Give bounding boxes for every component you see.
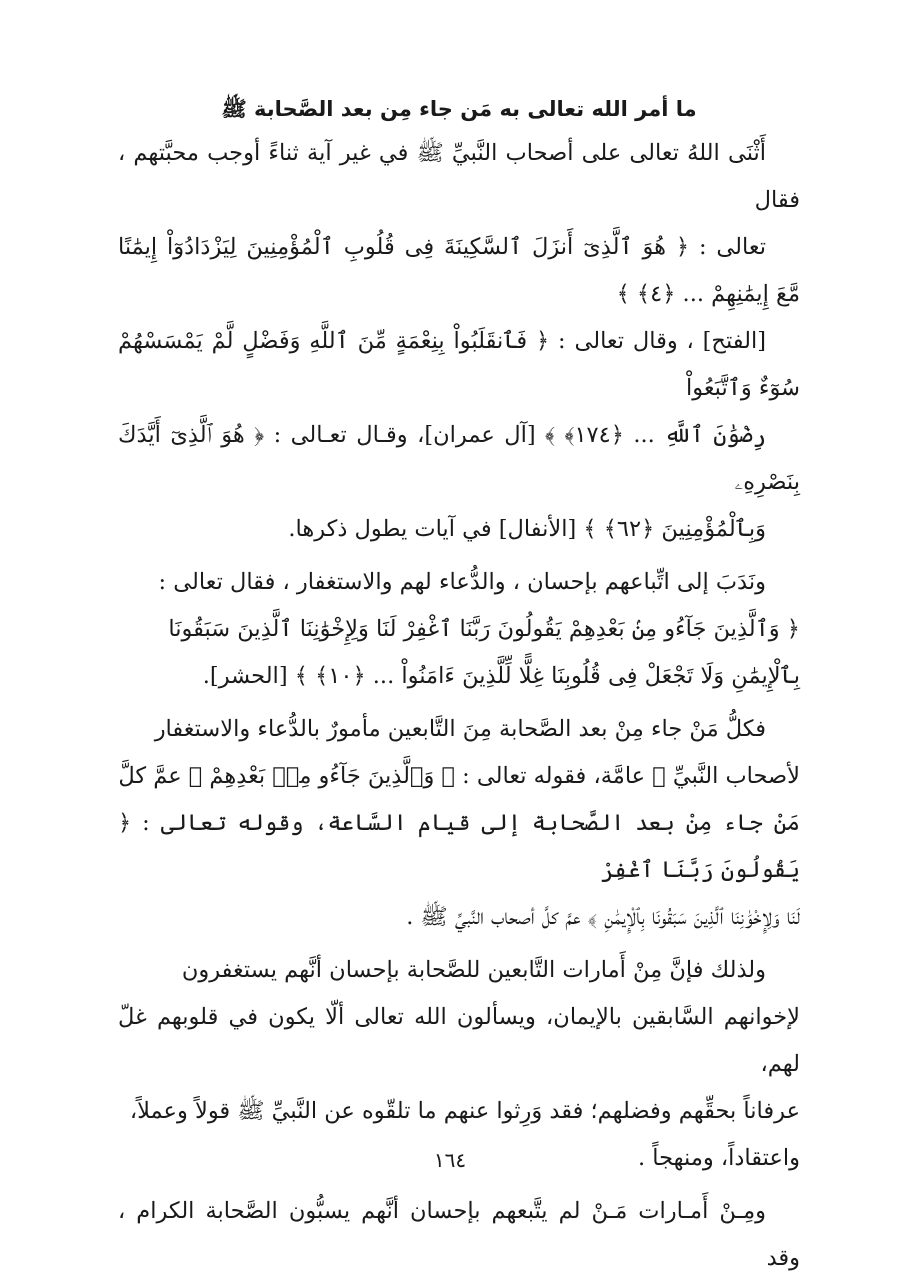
text-line: مَنْ جاء مِنْ بعد الصَّحابة إلى قيام السَّاعة، وقوله تعالى : ﴿ يَقُولُونَ رَبَّنَا ٱغْفِرْ — [118, 810, 800, 883]
text-line: وَبِٱلْمُؤْمِنِينَ ﴿٦٢﴾ ﴾ [الأنفال] في آيات يطول ذكرها. — [288, 516, 766, 542]
paragraph-opponents — [118, 1188, 800, 1282]
text-line: رِضْوَٰنَ ٱللَّهِ ... ﴿١٧٤﴾ ﴾ [آل عمران]، وقـال تعـالى : ﴿ هُوَ ٱلَّذِىٓ أَيَّدَكَ بِنَصْرِهِۦ — [118, 422, 800, 495]
paragraph-follow — [118, 559, 800, 700]
text-line: ومِـنْ أَمـارات مَـنْ لم يتَّبعهم بإحسان أنَّهم يسبُّون الصَّحابة الكرام ، وقد — [118, 1198, 800, 1271]
text-line: لإخوانهم السَّابقين بالإيمان، ويسألون الله تعالى ألّا يكون في قلوبهم غلّ لهم، — [118, 1004, 800, 1077]
text-line: واعتقاداً، ومنهجاً . — [637, 1145, 800, 1171]
text-line: فكلُّ مَنْ جاء مِنْ بعد الصَّحابة مِنَ التَّابعين مأمورٌ بالدُّعاء والاستغفار — [154, 716, 766, 742]
paragraph-praise — [118, 130, 800, 553]
text-line: أَثْنَى اللهُ تعالى على أصحاب النَّبيِّ ﷺ في غير آية ثناءً أوجب محبَّتهم ، فقال — [118, 140, 800, 213]
text-line: ﴿ وَٱلَّذِينَ جَآءُو مِنۢ بَعْدِهِمْ يَقُولُونَ رَبَّنَا ٱغْفِرْ لَنَا وَلِإِخْوَٰنِنَا ٱلَّذِينَ سَبَقُونَا — [168, 616, 800, 642]
text-line: لَنَا وَلِإِخْوَٰنِنَا ٱلَّذِينَ سَبَقُونَا بِٱلْإِيمَٰنِ ﴾ عمَّ كلَّ أصحاب النَّبيِّ ﷺ . — [406, 904, 800, 930]
section-heading: ما أمر الله تعالى به مَن جاء مِن بعد الصَّحابة ﷺ — [221, 97, 697, 121]
text-line: ولذلك فإنَّ مِنْ أَمارات التَّابعين للصَّحابة بإحسان أنَّهم يستغفرون — [181, 957, 766, 983]
text-line: لأصحاب النَّبيِّ ﷺ عامَّة، فقوله تعالى : ﴿ وَٱلَّذِينَ جَآءُو مِنۢ بَعْدِهِمْ ﴾ عمَّ كلَّ — [118, 763, 800, 789]
text-line: ونَدَبَ إلى اتِّباعهم بإحسان ، والدُّعاء لهم والاستغفار ، فقال تعالى : — [158, 569, 766, 595]
paragraph-successors — [118, 706, 800, 941]
text-line: تعالى : ﴿ هُوَ ٱلَّذِىٓ أَنزَلَ ٱلسَّكِينَةَ فِى قُلُوبِ ٱلْمُؤْمِنِينَ لِيَزْدَادُوٓاْ إِيمَٰنًا مَّعَ إِيمَٰنِهِمْ ... ﴿٤﴾ ﴾ — [118, 234, 800, 307]
page-body — [118, 92, 800, 1288]
paragraph-signs — [118, 947, 800, 1182]
page-number: ١٦٤ — [433, 1148, 467, 1172]
text-line: [الفتح] ، وقال تعالى : ﴿ فَٱنقَلَبُواْ بِنِعْمَةٍ مِّنَ ٱللَّهِ وَفَضْلٍ لَّمْ يَمْسَسْهُمْ سُوٓءٌ وَٱتَّبَعُواْ — [118, 328, 800, 401]
text-line: بِٱلْإِيمَٰنِ وَلَا تَجْعَلْ فِى قُلُوبِنَا غِلًّا لِّلَّذِينَ ءَامَنُواْ ... ﴿١٠﴾ ﴾ [الحشر]. — [202, 663, 800, 689]
text-line: عرفاناً بحقِّهم وفضلهم؛ فقد وَرِثوا عنهم ما تلقّوه عن النَّبيِّ ﷺ قولاً وعملاً، — [129, 1098, 800, 1124]
